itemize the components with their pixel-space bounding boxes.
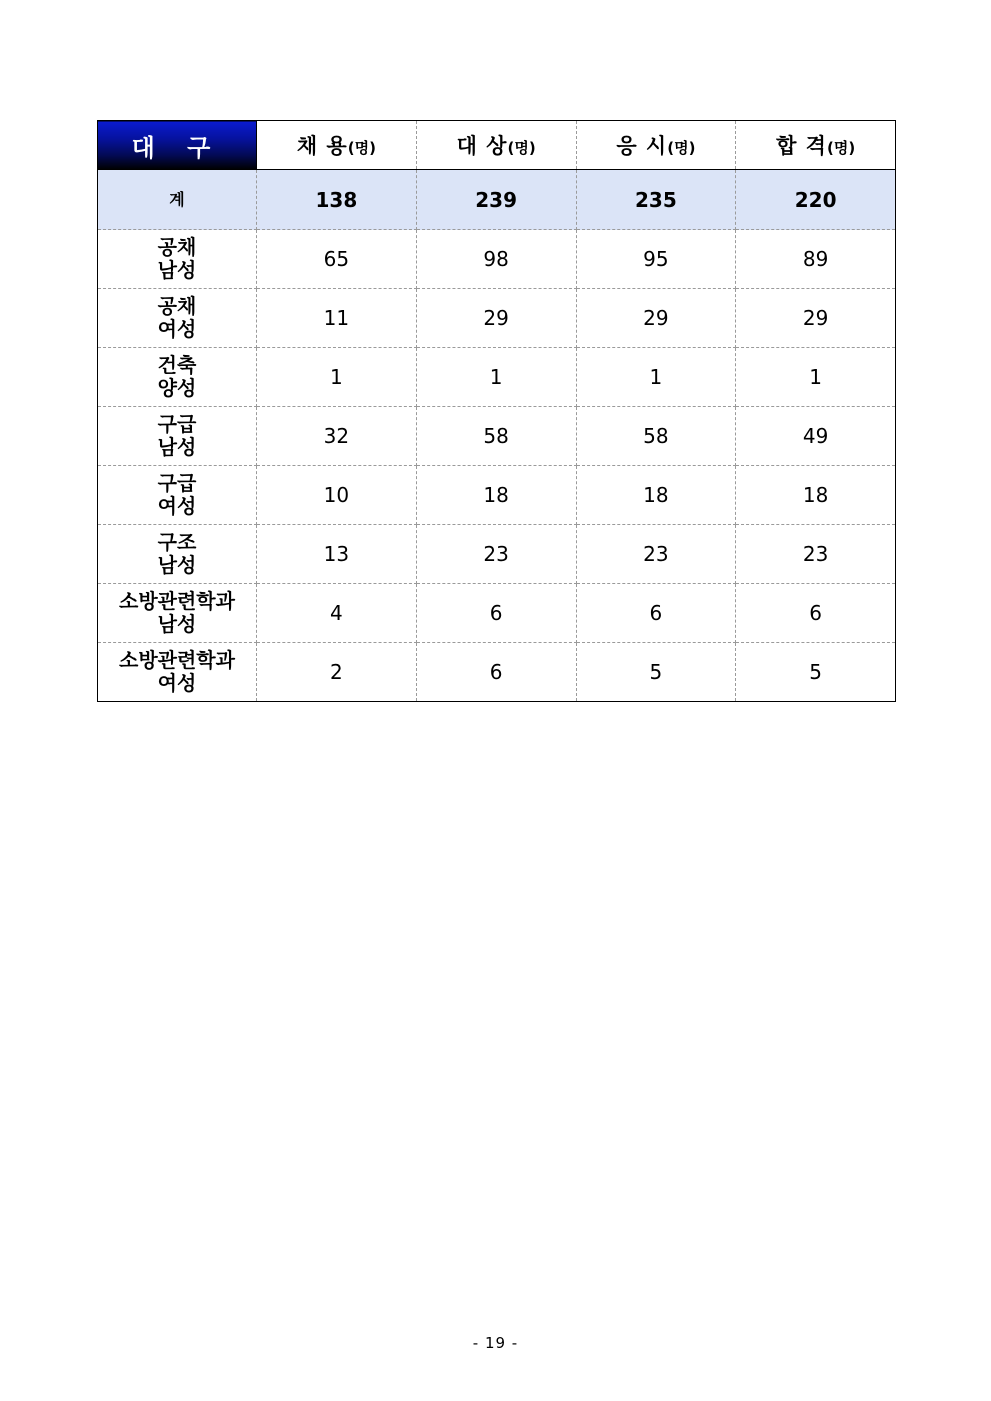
row-label-line1: 구조 [157, 530, 197, 554]
row-label-line1: 구급 [157, 412, 197, 436]
table-cell: 6 [416, 584, 576, 643]
column-header-unit: (명) [507, 139, 536, 157]
row-label-line1: 구급 [157, 471, 197, 495]
table-cell: 6 [416, 643, 576, 702]
table-cell: 23 [736, 525, 896, 584]
table-cell: 5 [736, 643, 896, 702]
row-label-line2: 여성 [157, 317, 197, 341]
table-row [98, 643, 896, 702]
row-label [98, 230, 257, 289]
table-cell: 29 [736, 289, 896, 348]
table-row [98, 466, 896, 525]
column-header-unit: (명) [347, 139, 376, 157]
table-cell: 18 [736, 466, 896, 525]
column-header-label: 응 시 [616, 134, 668, 158]
table-cell: 2 [257, 643, 417, 702]
row-label-line1: 소방관련학과 [119, 589, 235, 613]
row-label [98, 348, 257, 407]
table-cell: 58 [416, 407, 576, 466]
table-cell: 1 [257, 348, 417, 407]
table-cell: 1 [736, 348, 896, 407]
row-label-line2: 여성 [157, 494, 197, 518]
table-cell: 18 [416, 466, 576, 525]
table-header-row [98, 121, 896, 170]
row-label [98, 525, 257, 584]
recruitment-stats-table [97, 120, 896, 702]
table-cell: 13 [257, 525, 417, 584]
row-label-line2: 양성 [157, 376, 197, 400]
table-row [98, 230, 896, 289]
table-row [98, 348, 896, 407]
table-cell: 23 [576, 525, 736, 584]
column-header-label: 대 상 [456, 134, 508, 158]
region-header: 대 구 [98, 121, 257, 170]
total-label: 계 [98, 170, 257, 230]
table-cell: 29 [576, 289, 736, 348]
row-label-line2: 남성 [157, 435, 197, 459]
table-cell: 10 [257, 466, 417, 525]
table-cell: 65 [257, 230, 417, 289]
table-row [98, 407, 896, 466]
row-label [98, 466, 257, 525]
total-row [98, 170, 896, 230]
table-cell: 1 [416, 348, 576, 407]
row-label-line1: 공채 [157, 235, 197, 259]
table-cell: 32 [257, 407, 417, 466]
table-cell: 58 [576, 407, 736, 466]
table-cell: 98 [416, 230, 576, 289]
table-cell: 49 [736, 407, 896, 466]
row-label-line1: 건축 [157, 353, 197, 377]
table-row [98, 525, 896, 584]
table-cell: 29 [416, 289, 576, 348]
column-header-passed [736, 121, 896, 170]
row-label [98, 407, 257, 466]
row-label-line1: 소방관련학과 [119, 648, 235, 672]
column-header-recruit [257, 121, 417, 170]
table-cell: 18 [576, 466, 736, 525]
table-cell: 5 [576, 643, 736, 702]
total-cell: 220 [736, 170, 896, 230]
table-body [98, 230, 896, 702]
row-label-line2: 남성 [157, 612, 197, 636]
table-cell: 23 [416, 525, 576, 584]
column-header-unit: (명) [667, 139, 696, 157]
table-cell: 95 [576, 230, 736, 289]
column-header-label: 합 격 [776, 134, 827, 158]
table-cell: 89 [736, 230, 896, 289]
column-header-unit: (명) [826, 139, 856, 157]
table-cell: 6 [576, 584, 736, 643]
row-label-line1: 공채 [157, 294, 197, 318]
total-cell: 239 [416, 170, 576, 230]
total-cell: 235 [576, 170, 736, 230]
table-cell: 6 [736, 584, 896, 643]
row-label [98, 584, 257, 643]
table-cell: 11 [257, 289, 417, 348]
total-cell: 138 [257, 170, 417, 230]
column-header-eligible [416, 121, 576, 170]
row-label [98, 643, 257, 702]
row-label-line2: 여성 [157, 671, 197, 695]
row-label [98, 289, 257, 348]
table-cell: 1 [576, 348, 736, 407]
table-row [98, 289, 896, 348]
column-header-label: 채 용 [296, 134, 348, 158]
column-header-applied [576, 121, 736, 170]
table-cell: 4 [257, 584, 417, 643]
row-label-line2: 남성 [157, 553, 197, 577]
row-label-line2: 남성 [157, 258, 197, 282]
page-number: - 19 - [472, 1334, 519, 1352]
table-row [98, 584, 896, 643]
